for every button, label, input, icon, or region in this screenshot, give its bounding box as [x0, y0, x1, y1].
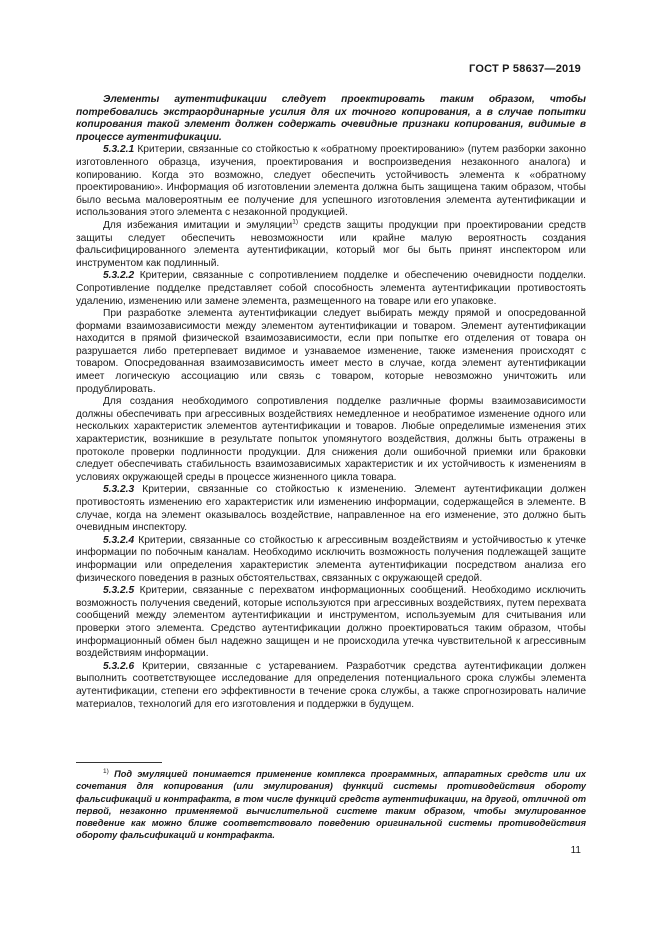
interdependence-paragraph: При разработке элемента аутентификации следует выбирать между прямой и опосредованной формами взаимозависимости между элементом аутентификации и товаром. Элемент аутентификации находится в прямой физической взаимозависимости, если при попытке его отделения от товара он разрушается либо претерпевает видимое и узнаваемое изменение, также изменения происходят с товаром. Опосредованная взаимозависимость имеет место в случае, когда элемент аутентификации имеет логическую ассоциацию или связь с товаром, которые невозможно уничтожить или продублировать. — [76, 308, 586, 395]
resistance-paragraph: Для создания необходимого сопротивления подделке различные формы взаимозависимости должны обеспечивать при агрессивных воздействиях немедленное и необратимое изменение одного или нескольких характеристик элементов аутентификации и товаров. Любые определимые изменения этих характеристик, возникшие в результате попыток упомянутого воздействия, должны быть отражены в протоколе проверки подлинности продукции. Для снижения доли ошибочной приемки или браковки следует обеспечивать стабильность взаимозависимых характеристик и их устойчивость к изменениям в условиях окружающей среды в процессе жизненного цикла товара. — [76, 396, 586, 483]
clause-number: 5.3.2.3 — [103, 484, 135, 496]
clause-text: Критерии, связанные с сопротивлением подделке и обеспечению очевидности подделки. Сопротивление подделке представляет собой способность элемента аутентификации противостоять удалению, изменению или замене элемента, размещенного на товаре или его упаковке. — [76, 270, 586, 307]
footnote-text: Под эмуляцией понимается применение комплекса программных, аппаратных средств или их сочетания для копирования (или эмулирования) функций системы противодействия обороту фальсификаций и контрафакта, в том числе функций средств аутентификации, на другой, отличной от первой, незаконно применяемой вычислительной системе таким образом, чтобы эмулированное поведение как можно ближе соответствовало поведению оригинальной системы противодействия обороту фальсификаций и контрафакта. — [76, 769, 586, 841]
clause-text: Критерии, связанные с перехватом информационных сообщений. Необходимо исключить возможность получения сведений, которые используются при агрессивных воздействиях, путем перехвата сообщений между элементом аутентификации и инструментом, используемым для считывания или проверки этого элемента. Средство аутентификации должно проектироваться таким образом, чтобы информационный обмен был надежно защищен и не происходила утечка чувствительной к агрессивным воздействиям информации. — [76, 585, 586, 660]
document-body — [76, 94, 586, 711]
clause-text: Критерии, связанные со стойкостью к «обратному проектированию» (путем разборки законно изготовленного образца, изучения, проектирования и воспроизведения незаконного аналога) и копированию. Когда это возможно, следует обеспечить устойчивость элемента к «обратному проектированию». Информация об изготовлении элемента должна быть защищена таким образом, чтобы было весьма маловероятным ее получение для успешного изготовления элемента аутентификации и использования этого элемента с незаконной продукцией. — [76, 144, 586, 219]
paragraph-text: Для избежания имитации и эмуляции — [103, 219, 293, 231]
footnote-reference: 1) — [292, 218, 299, 226]
clause-number: 5.3.2.1 — [103, 144, 135, 156]
clause-number: 5.3.2.5 — [103, 585, 135, 597]
clause-number: 5.3.2.4 — [103, 534, 135, 546]
clause-5-3-2-3 — [76, 484, 586, 534]
document-header: ГОСТ Р 58637—2019 — [469, 63, 581, 75]
clause-5-3-2-4 — [76, 535, 586, 585]
clause-number: 5.3.2.6 — [103, 660, 135, 672]
emulation-paragraph — [76, 220, 586, 270]
page-number: 11 — [570, 845, 581, 856]
clause-5-3-2-5 — [76, 585, 586, 661]
clause-5-3-2-6 — [76, 661, 586, 711]
clause-text: Критерии, связанные с устареванием. Разработчик средства аутентификации должен выполнить соответствующее исследование для определения потенциального срока службы элемента аутентификации, степени его эффективности в течение срока службы, а также спрогнозировать наличие материалов, технологий для его изготовления и поддержки в будущем. — [76, 660, 586, 710]
clause-text: Критерии, связанные со стойкостью к агрессивным воздействиям и устойчивостью к утечке информации по побочным каналам. Необходимо исключить возможность получения подлежащей защите информации или определения характеристик элемента аутентификации посредством анализа его физического поведения в разных обстоятельствах, связанных с окружающей средой. — [76, 534, 586, 584]
footnote-divider — [76, 762, 162, 763]
clause-text: Критерии, связанные со стойкостью к изменению. Элемент аутентификации должен противостоять изменению его характеристик или изменению информации, содержащейся в элементе. В случае, когда на элемент оказывалось воздействие, направленное на его изменение, это должно быть очевидным инспектору. — [76, 484, 586, 534]
footnote — [76, 768, 586, 842]
clause-5-3-2-2 — [76, 270, 586, 308]
clause-5-3-2-1 — [76, 144, 586, 220]
footnote-mark: 1) — [103, 767, 109, 775]
clause-number: 5.3.2.2 — [103, 270, 135, 282]
paragraph-text: средств защиты продукции при проектировании средств защиты следует обеспечить невозможности или крайне малую вероятность создания фальсифицированного элемента аутентификации, который мог бы быть принят инспектором или инструментом как подлинный. — [76, 219, 586, 269]
intro-paragraph: Элементы аутентификации следует проектировать таким образом, чтобы потребовались экстраординарные усилия для их точного копирования, а в случае попытки копирования такой элемент должен содержать очевидные признаки копирования, видимые в процессе аутентификации. — [76, 94, 586, 143]
